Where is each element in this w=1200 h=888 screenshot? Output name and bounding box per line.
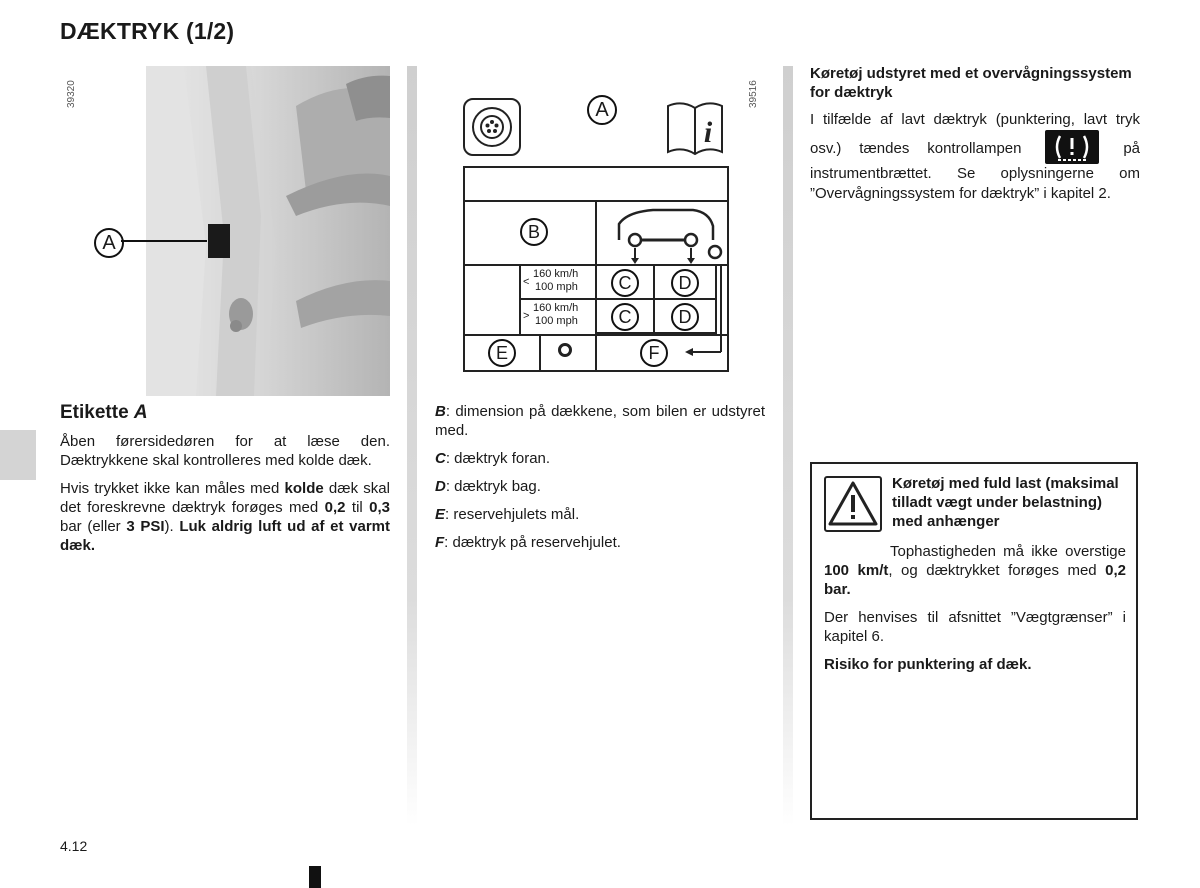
warning-paragraph-1: Tophastigheden må ikke overstige 100 km/t, og dæktrykket forøges med 0,2 bar. — [824, 543, 1126, 598]
label-table — [463, 166, 729, 372]
speed-low-block: < 160 km/h 100 mph — [523, 268, 579, 293]
legend-item-d: D: dæktryk bag. — [435, 478, 541, 495]
paragraph-1: Åben førersidedøren for at læse den. Dæktrykkene skal kontrolleres med kolde dæk. — [60, 433, 390, 469]
column-divider-left — [407, 66, 417, 826]
manual-icon — [664, 98, 726, 156]
callout-f: F — [640, 339, 668, 367]
warning-box — [810, 462, 1138, 820]
warning-paragraph-3: Risiko for punktering af dæk. — [824, 656, 1032, 673]
chapter-tab — [0, 430, 36, 480]
tpms-warning-lamp-icon — [1045, 130, 1099, 164]
tpms-text-a: I tilfælde af lavt dæktryk (punktering, lavt tryk osv.) tændes kontrollampen — [810, 111, 1140, 157]
page-number: 4.12 — [60, 838, 88, 854]
warning-body — [824, 542, 1126, 683]
speed-high-block: > 160 km/h 100 mph — [523, 302, 579, 327]
tpms-body — [810, 110, 1140, 204]
car-silhouette-icon — [613, 206, 723, 270]
tpms-text-b: på instrumentbrættet. Se oplysningerne om ”Overvågningssystem for dæktryk” i kapitel 2. — [810, 140, 1141, 202]
figure-number-middle: 39516 — [748, 80, 759, 108]
callout-e: E — [488, 339, 516, 367]
svg-text:i: i — [703, 116, 713, 149]
heading-letter: A — [133, 402, 148, 423]
door-drawing — [146, 66, 390, 396]
spare-arrow-icon — [681, 266, 727, 366]
callout-d-low: D — [671, 269, 699, 297]
heading-text: Etikette — [60, 402, 129, 423]
legend-list — [435, 402, 765, 561]
tire-icon-drawing — [465, 100, 519, 154]
page-edge-mark — [309, 866, 321, 888]
left-body — [60, 432, 390, 564]
column-divider-right — [783, 66, 793, 826]
legend-item-f: F: dæktryk på reservehjulet. — [435, 534, 621, 551]
manual-icon-drawing — [664, 98, 726, 156]
legend-item-c: C: dæktryk foran. — [435, 450, 551, 467]
tire-label-diagram — [440, 88, 740, 378]
tpms-heading: Køretøj udstyret med et overvågningssystem for dæktryk — [810, 65, 1132, 101]
section-heading-etikette — [60, 402, 148, 424]
tire-icon — [463, 98, 521, 156]
callout-a-label: A — [587, 95, 617, 125]
callout-c-high: C — [611, 303, 639, 331]
callout-c-low: C — [611, 269, 639, 297]
legend-item-e: E: reservehjulets mål. — [435, 506, 580, 523]
callout-d-high: D — [671, 303, 699, 331]
legend-item-b: B: dimension på dækkene, som bilen er udstyret med. — [435, 403, 765, 439]
warning-paragraph-2: Der henvises til afsnittet ”Vægtgrænser” i kapitel 6. — [824, 609, 1126, 645]
spare-wheel-icon — [558, 343, 572, 357]
callout-leader-line — [121, 240, 207, 242]
door-illustration — [146, 66, 390, 396]
warning-triangle-icon — [824, 476, 882, 532]
page-title: DÆKTRYK (1/2) — [60, 18, 235, 44]
callout-a-door: A — [94, 228, 124, 258]
figure-number-left: 39320 — [66, 80, 77, 108]
paragraph-2: Hvis trykket ikke kan måles med kolde dæk skal det foreskrevne dæktryk forøges med 0,2 til 0,3 bar (eller 3 PSI). Luk aldrig luft ud af et varmt dæk. — [60, 480, 391, 554]
warning-heading: Køretøj med fuld last (maksimal tilladt vægt under belastning) med anhænger — [892, 475, 1119, 530]
callout-b: B — [520, 218, 548, 246]
